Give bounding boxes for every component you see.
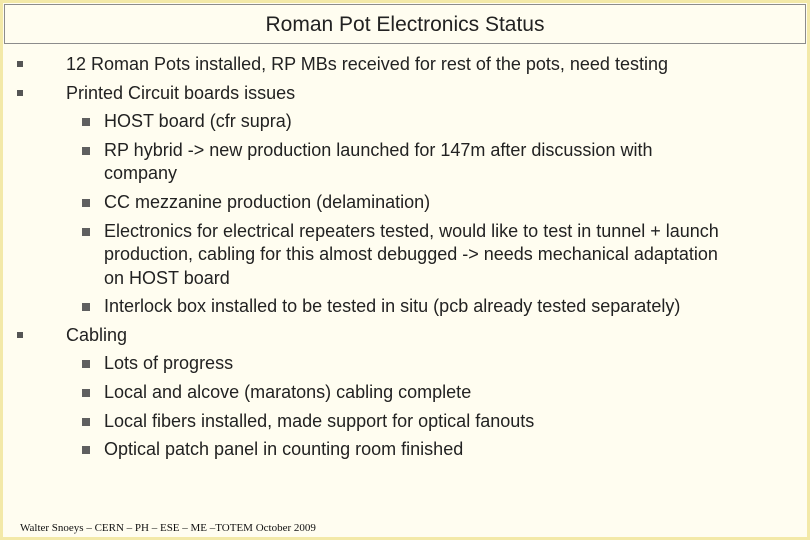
- bullet-text: production, cabling for this almost debugged -> needs mechanical adaptation: [104, 244, 718, 264]
- bullet-text: Electronics for electrical repeaters tested, would like to test in tunnel + launch: [104, 220, 719, 241]
- sub-bullet-square-icon: [82, 228, 90, 236]
- bullet-text: Local and alcove (maratons) cabling complete: [104, 381, 472, 402]
- bullet-text: Printed Circuit boards issues: [66, 82, 296, 103]
- slide-body: [3, 3, 807, 537]
- sub-bullet-square-icon: [82, 118, 90, 126]
- bullet-text: Lots of progress: [104, 353, 234, 374]
- bullet-text: CC mezzanine production (delamination): [104, 191, 431, 212]
- sub-bullet-square-icon: [82, 199, 90, 207]
- sub-bullet-square-icon: [82, 446, 90, 454]
- bullet-text: Optical patch panel in counting room finished: [104, 439, 464, 460]
- slide-title: Roman Pot Electronics Status: [265, 13, 545, 36]
- bullet-text: Local fibers installed, made support for optical fanouts: [104, 410, 535, 431]
- sub-bullet-square-icon: [82, 360, 90, 368]
- bullet-text: Cabling: [66, 324, 128, 345]
- bullet-square-icon: [17, 90, 23, 96]
- bullet-text: HOST board (cfr supra): [104, 111, 292, 132]
- bullet-square-icon: [17, 61, 23, 67]
- bullet-text: Interlock box installed to be tested in situ (pcb already tested separately): [104, 296, 681, 317]
- bullet-text: company: [104, 163, 178, 184]
- sub-bullet-square-icon: [82, 389, 90, 397]
- bullet-text: on HOST board: [104, 267, 230, 288]
- sub-bullet-square-icon: [82, 147, 90, 155]
- bullet-square-icon: [17, 332, 23, 338]
- footer-credit: Walter Snoeys – CERN – PH – ESE – ME –TOTEM October 2009: [20, 522, 316, 534]
- sub-bullet-square-icon: [82, 303, 90, 311]
- bullet-text: 12 Roman Pots installed, RP MBs received for rest of the pots, need testing: [66, 54, 668, 74]
- bullet-text: RP hybrid -> new production launched for 147m after discussion with: [104, 139, 653, 160]
- sub-bullet-square-icon: [82, 418, 90, 426]
